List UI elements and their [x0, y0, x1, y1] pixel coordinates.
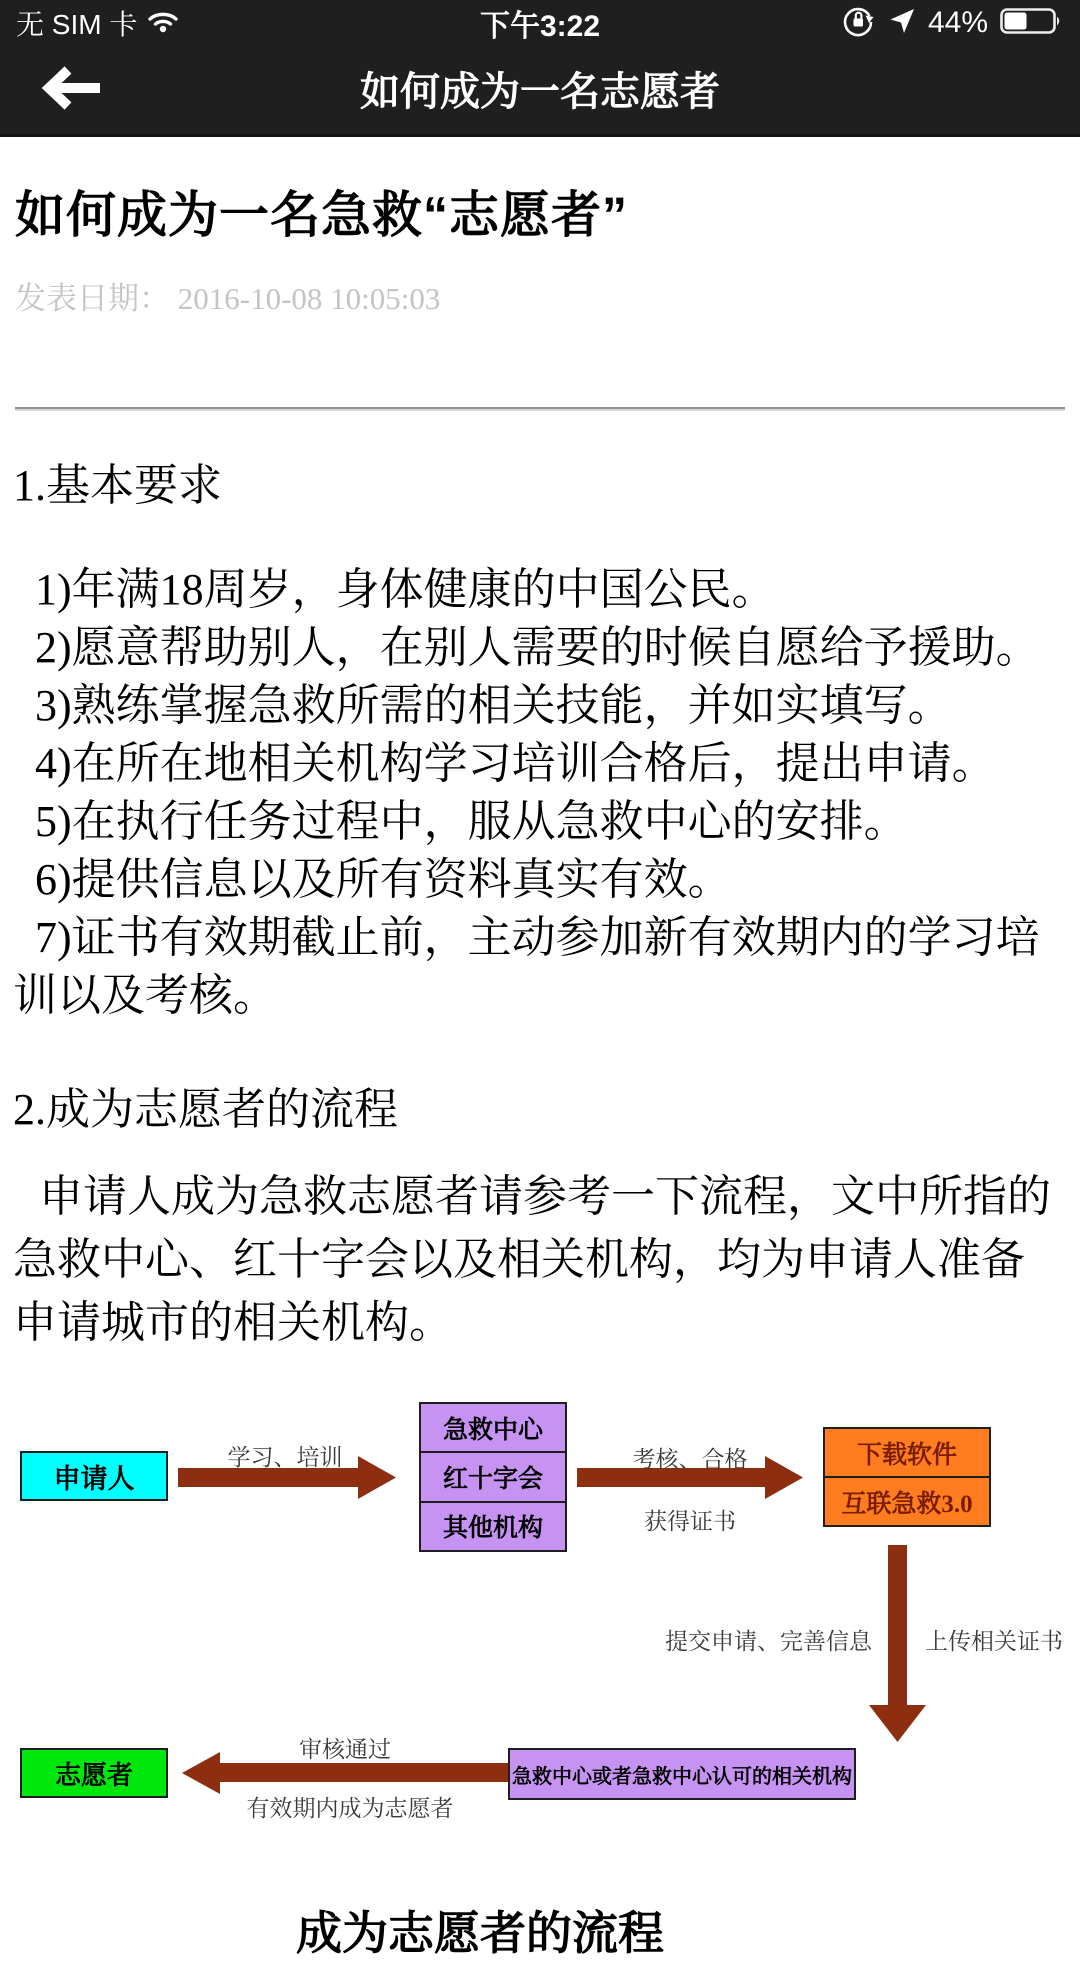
battery-percent-label: 44% — [927, 6, 989, 39]
back-button[interactable] — [34, 65, 106, 111]
carrier-label: 无 SIM 卡 — [16, 9, 138, 40]
flowchart-caption: 成为志愿者的流程 — [296, 1908, 664, 1959]
requirement-item: 1)年满18周岁，身体健康的中国公民。 — [35, 565, 776, 614]
requirement-item: 6)提供信息以及所有资料真实有效。 — [35, 855, 732, 904]
requirement-item: 2)愿意帮助别人，在别人需要的时候自愿给予援助。 — [35, 623, 1040, 672]
flow-label-get-certificate: 获得证书 — [644, 1509, 736, 1534]
arrow-submit-down — [888, 1545, 907, 1709]
flow-label-upload-certificate: 上传相关证书 — [925, 1629, 1063, 1654]
flow-node-red-cross: 红十字会 — [421, 1451, 565, 1500]
article-title: 如何成为一名急救“志愿者” — [15, 187, 628, 243]
flowchart — [0, 1395, 1080, 1827]
requirement-item: 5)在执行任务过程中，服从急救中心的安排。 — [35, 797, 908, 846]
section2-paragraph: 申请人成为急救志愿者请参考一下流程，文中所指的急救中心、红十字会以及相关机构，均为申请人准备申请城市的相关机构。 — [13, 1172, 1051, 1347]
flow-label-study-training: 学习、培训 — [227, 1445, 343, 1470]
section2-heading: 2.成为志愿者的流程 — [13, 1085, 398, 1134]
divider — [15, 407, 1065, 411]
flow-node-approving-org: 急救中心或者急救中心认可的相关机构 — [508, 1748, 856, 1800]
header — [0, 0, 1080, 137]
back-arrow-icon — [34, 65, 106, 111]
flow-label-become-volunteer: 有效期内成为志愿者 — [246, 1796, 454, 1821]
battery-icon — [1000, 6, 1064, 41]
status-left — [16, 3, 480, 43]
clock-label: 下午3:22 — [479, 10, 601, 43]
nav-bar — [0, 44, 1080, 132]
requirement-item: 3)熟练掌握急救所需的相关技能，并如实填写。 — [35, 681, 952, 730]
flow-node-other-org: 其他机构 — [421, 1501, 565, 1550]
status-right — [600, 3, 1064, 44]
flow-label-exam-pass: 考核、合格 — [632, 1447, 748, 1472]
publish-date: 发表日期： 2016-10-08 10:05:03 — [15, 281, 441, 316]
location-arrow-icon — [888, 7, 916, 40]
flow-label-review-passed: 审核通过 — [299, 1737, 391, 1762]
flow-node-download-software: 下载软件 — [856, 1441, 957, 1469]
requirement-item: 4)在所在地相关机构学习培训合格后，提出申请。 — [35, 739, 996, 788]
flow-node-app-name: 互联急救3.0 — [825, 1476, 989, 1525]
flow-node-organizations — [419, 1402, 567, 1552]
wifi-icon — [147, 9, 179, 38]
flow-node-download — [823, 1427, 991, 1527]
article-content — [0, 137, 1080, 1959]
flow-label-submit-application: 提交申请、完善信息 — [665, 1629, 872, 1654]
requirement-item: 7)证书有效期截止前，主动参加新有效期内的学习培训以及考核。 — [13, 913, 1040, 1020]
section1-heading: 1.基本要求 — [13, 461, 222, 510]
orientation-lock-icon — [840, 3, 876, 44]
arrow-approved-left — [218, 1763, 508, 1782]
flow-node-volunteer: 志愿者 — [20, 1748, 168, 1798]
status-bar — [0, 0, 1080, 44]
requirements-list — [13, 561, 1067, 1025]
flow-node-emergency-center: 急救中心 — [442, 1416, 543, 1444]
flow-node-applicant: 申请人 — [20, 1451, 168, 1501]
page-title: 如何成为一名志愿者 — [360, 69, 720, 114]
